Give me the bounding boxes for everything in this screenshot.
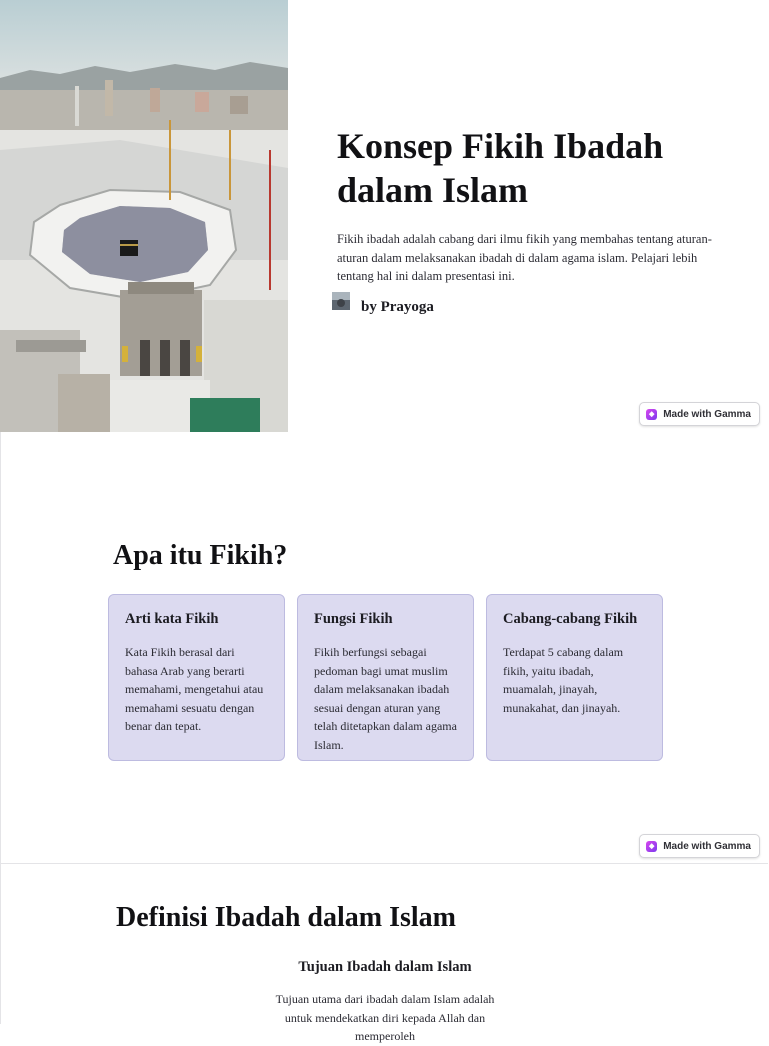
slide-title-fikih: Apa itu Fikih?: [113, 540, 288, 571]
card-text: Kata Fikih berasal dari bahasa Arab yang berarti memahami, mengetahui atau memahami sesuatu dengan benar dan tepat.: [125, 645, 264, 733]
presentation-description: Fikih ibadah adalah cabang dari ilmu fikih yang membahas tentang aturan-aturan dalam melaksanakan ibadah di dalam agama islam. Pelajari lebih tentang hal ini dalam presentasi ini.: [337, 232, 712, 283]
gamma-badge-label: Made with Gamma: [663, 840, 751, 852]
made-with-gamma-badge[interactable]: [639, 834, 760, 858]
card-title: Fungsi Fikih: [314, 611, 393, 627]
card-text: Fikih berfungsi sebagai pedoman bagi umat muslim dalam melaksanakan ibadah sesuai dengan aturan yang telah ditetapkan dalam agama Islam.: [314, 645, 457, 752]
card-fungsi: [297, 594, 474, 761]
slide-what-is-fikih: [0, 432, 768, 864]
author-info: [332, 292, 434, 315]
fikih-cards: [108, 594, 663, 761]
section-subtitle: Tujuan Ibadah dalam Islam: [298, 959, 472, 975]
card-text: Terdapat 5 cabang dalam fikih, yaitu ibadah, muamalah, jinayah, munakahat, dan jinayah.: [503, 645, 624, 715]
made-with-gamma-badge[interactable]: [639, 402, 760, 426]
author-avatar: [332, 292, 350, 310]
hero-image-mecca: [0, 0, 288, 432]
author-name: by Prayoga: [361, 298, 434, 315]
card-arti-kata: [108, 594, 285, 761]
card-title: Cabang-cabang Fikih: [503, 611, 638, 627]
slide-title-ibadah: Definisi Ibadah dalam Islam: [116, 902, 456, 933]
gamma-logo-icon: ◆: [646, 409, 657, 420]
card-cabang: [486, 594, 663, 761]
presentation-title: Konsep Fikih Ibadah dalam Islam: [337, 126, 664, 210]
gamma-badge-label: Made with Gamma: [663, 408, 751, 420]
gamma-logo-icon: ◆: [646, 841, 657, 852]
section-text: Tujuan utama dari ibadah dalam Islam adalah untuk mendekatkan diri kepada Allah dan memperoleh: [275, 992, 495, 1043]
slide-definisi-ibadah: [0, 864, 768, 1043]
slide-title: [0, 0, 768, 433]
card-title: Arti kata Fikih: [125, 611, 219, 627]
